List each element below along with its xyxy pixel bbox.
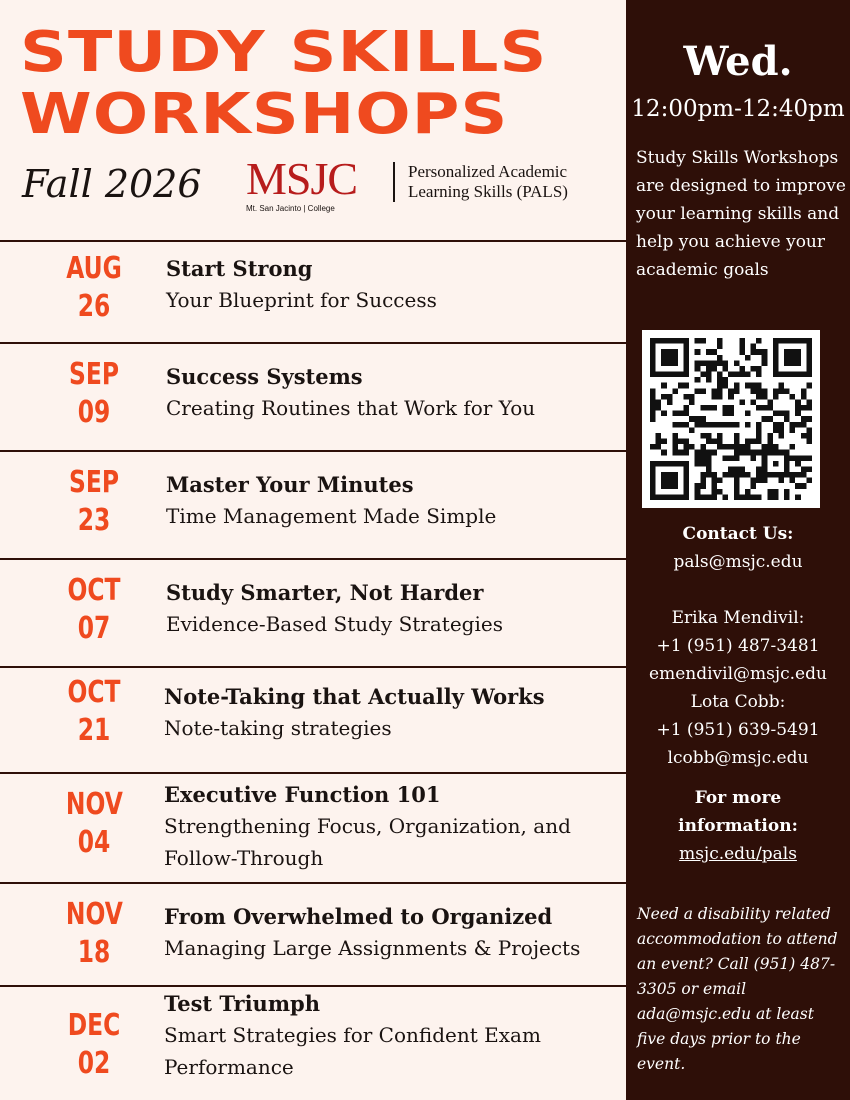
workshop-name: Success Systems [166, 364, 363, 389]
date-month: SEP [69, 465, 119, 500]
workshop-name: Start Strong [166, 256, 313, 281]
workshop-row [0, 342, 626, 450]
workshop-date [66, 250, 122, 326]
date-day: 26 [77, 289, 111, 324]
accommodation-note: Need a disability related accommodation to attend an event? Call (951) 487-3305 or email ada@msjc.edu at least five days prior to the event. [637, 905, 838, 1073]
workshop-row [0, 558, 626, 666]
workshop-date [66, 1007, 122, 1083]
workshop-date [66, 896, 122, 972]
contact-person-2-name: Lota Cobb: [690, 692, 786, 712]
date-month: SEP [69, 357, 119, 392]
workshop-date [66, 674, 122, 750]
workshop-date [66, 572, 122, 648]
more-info-label-2: information: [678, 816, 798, 836]
workshop-text [164, 989, 606, 1083]
date-day: 04 [77, 825, 111, 860]
logo-subtitle: Mt. San Jacinto | College [246, 204, 335, 213]
workshop-text [164, 682, 606, 744]
title-line-1: STUDY SKILLS [20, 20, 548, 85]
date-month: DEC [67, 1008, 121, 1043]
workshop-name: From Overwhelmed to Organized [164, 904, 553, 929]
contact-block [626, 520, 850, 772]
date-day: 23 [77, 503, 111, 538]
contact-label: Contact Us: [682, 524, 794, 544]
workshop-name: Master Your Minutes [166, 472, 414, 497]
workshop-row [0, 772, 626, 882]
workshop-text [164, 780, 606, 874]
msjc-logo [246, 153, 382, 218]
contact-person-1-name: Erika Mendivil: [671, 608, 805, 628]
workshop-subtitle: Evidence-Based Study Strategies [166, 612, 503, 636]
logo-mark: MSJC [246, 153, 358, 204]
workshop-name: Test Triumph [164, 991, 320, 1016]
more-info-block [626, 784, 850, 868]
date-month: NOV [65, 897, 123, 932]
intro-text: Study Skills Workshops are designed to improve your learning skills and help you achieve your academic goals [636, 148, 846, 280]
date-day: 21 [77, 713, 111, 748]
logo-divider [393, 162, 395, 202]
page-title [20, 22, 547, 146]
workshop-name: Note-Taking that Actually Works [164, 684, 545, 709]
workshop-subtitle: Smart Strategies for Confident Exam Performance [164, 1023, 541, 1079]
workshop-date [66, 786, 122, 862]
session-time: 12:00pm-12:40pm [631, 96, 845, 122]
title-line-2: WORKSHOPS [20, 82, 509, 147]
workshop-subtitle: Your Blueprint for Success [166, 288, 437, 312]
workshop-name: Study Smarter, Not Harder [166, 580, 484, 605]
date-month: AUG [66, 251, 122, 286]
workshop-date [66, 356, 122, 432]
workshop-list [0, 240, 626, 1099]
program-name [408, 162, 568, 202]
workshop-subtitle: Strengthening Focus, Organization, and Follow-Through [164, 814, 571, 870]
date-month: OCT [67, 573, 121, 608]
more-info-link[interactable]: msjc.edu/pals [679, 844, 797, 864]
program-line-1: Personalized Academic [408, 162, 568, 181]
workshop-date [66, 464, 122, 540]
workshop-subtitle: Managing Large Assignments & Projects [164, 936, 581, 960]
sidebar-panel [626, 0, 850, 1100]
workshop-name: Executive Function 101 [164, 782, 441, 807]
workshop-subtitle: Note-taking strategies [164, 716, 392, 740]
contact-person-2-email[interactable]: lcobb@msjc.edu [667, 748, 809, 768]
date-day: 07 [77, 611, 111, 646]
date-day: 02 [77, 1046, 111, 1081]
contact-email[interactable]: pals@msjc.edu [673, 552, 803, 572]
workshop-text [166, 362, 606, 424]
workshop-row [0, 882, 626, 985]
date-month: NOV [65, 787, 123, 822]
date-day: 09 [77, 395, 111, 430]
workshop-row [0, 450, 626, 558]
contact-person-2-phone[interactable]: +1 (951) 639-5491 [656, 720, 820, 740]
more-info-label-1: For more [694, 788, 782, 808]
workshop-text [166, 470, 606, 532]
workshop-text [166, 578, 606, 640]
contact-person-1-email[interactable]: emendivil@msjc.edu [649, 664, 827, 684]
term-label: Fall 2026 [22, 162, 202, 206]
qr-code-icon[interactable] [642, 330, 820, 508]
workshop-row [0, 985, 626, 1099]
workshop-row [0, 666, 626, 772]
weekday: Wed. [683, 38, 793, 85]
date-day: 18 [77, 935, 111, 970]
workshop-text [164, 902, 606, 964]
workshop-subtitle: Creating Routines that Work for You [166, 396, 536, 420]
program-line-2: Learning Skills (PALS) [408, 182, 568, 201]
workshop-text [166, 254, 606, 316]
workshop-row [0, 240, 626, 342]
date-month: OCT [67, 675, 121, 710]
contact-person-1-phone[interactable]: +1 (951) 487-3481 [656, 636, 820, 656]
workshop-subtitle: Time Management Made Simple [166, 504, 497, 528]
